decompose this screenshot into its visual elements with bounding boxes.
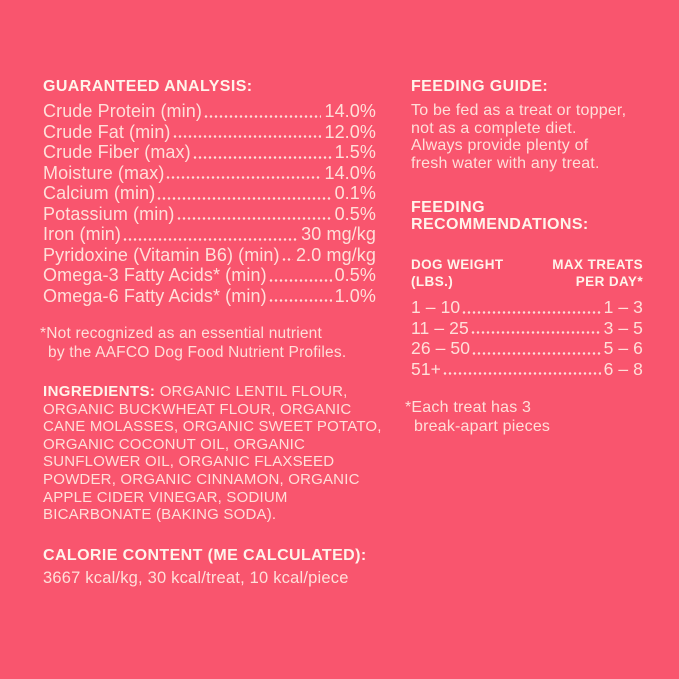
treats-range: 1 – 3 [603, 297, 643, 317]
feeding-guide-line: not as a complete diet. [411, 119, 577, 137]
dot-leader [471, 331, 601, 334]
analysis-label: Omega-3 Fatty Acids* (min) [43, 265, 267, 285]
treats-range: 5 – 6 [603, 338, 643, 358]
feeding-table-row [411, 318, 643, 339]
guaranteed-analysis-section [40, 78, 391, 362]
max-treats-header-line: MAX TREATS [552, 257, 643, 272]
weight-range: 26 – 50 [411, 338, 471, 358]
analysis-row [43, 265, 376, 286]
dog-weight-header-line: DOG WEIGHT [411, 257, 504, 272]
feeding-recommendations-title-line: FEEDING [411, 199, 485, 216]
dot-leader [269, 299, 332, 302]
analysis-row [43, 183, 376, 204]
analysis-label: Crude Fat (min) [43, 121, 171, 142]
weight-range: 1 – 10 [411, 297, 461, 317]
max-treats-header [552, 257, 643, 290]
dot-leader [166, 176, 321, 179]
feeding-recommendations-section [405, 199, 643, 436]
guaranteed-analysis-title: GUARANTEED ANALYSIS: [43, 78, 253, 95]
analysis-value: 12.0% [324, 121, 376, 142]
dot-leader [123, 238, 298, 241]
feeding-guide-text [411, 102, 643, 172]
dot-leader [269, 279, 332, 282]
break-apart-footnote [405, 399, 643, 436]
analysis-value: 0.1% [334, 183, 376, 203]
analysis-label: Omega-6 Fatty Acids* (min) [43, 285, 267, 306]
analysis-label: Crude Protein (min) [43, 101, 202, 121]
right-column [405, 78, 643, 436]
analysis-value: 14.0% [324, 101, 376, 121]
weight-range: 51+ [411, 358, 441, 379]
left-column [40, 78, 391, 588]
feeding-table-rows [411, 297, 643, 379]
analysis-label: Crude Fiber (max) [43, 142, 191, 162]
feeding-guide-line: Always provide plenty of [411, 137, 589, 154]
analysis-row [43, 101, 376, 122]
break-apart-footnote-line: *Each treat has 3 [405, 399, 532, 416]
ingredients-section [43, 383, 391, 524]
dog-weight-header-line: (LBS.) [411, 273, 454, 289]
feeding-table-row [411, 359, 643, 380]
dot-leader [193, 156, 332, 159]
analysis-row [43, 286, 376, 307]
dot-leader [462, 311, 600, 314]
analysis-row [43, 142, 376, 163]
dog-weight-header [411, 257, 504, 290]
ingredients-list: ORGANIC LENTIL FLOUR, ORGANIC BUCKWHEAT FLOUR, ORGANIC CANE MOLASSES, ORGANIC SWEET POTATO, ORGANIC COCONUT OIL, ORGANIC SUNFLOWER OIL, ORGANIC FLAXSEED POWDER, ORGANIC CINNAMON, ORGANIC APPLE CIDER VINEGAR, SODIUM BICARBONATE (BAKING SODA). [43, 383, 382, 524]
feeding-table-row [411, 338, 643, 359]
dot-leader [173, 135, 322, 138]
feeding-guide-line: fresh water with any treat. [411, 154, 600, 172]
feeding-recommendations-title [411, 199, 643, 233]
ingredients-title: INGREDIENTS: [43, 383, 156, 400]
analysis-value: 0.5% [334, 203, 376, 224]
feeding-table-header [411, 257, 643, 290]
dot-leader [157, 197, 331, 200]
analysis-value: 14.0% [324, 162, 376, 183]
analysis-value: 1.0% [334, 285, 376, 306]
analysis-row [43, 204, 376, 225]
aafco-footnote [40, 324, 391, 362]
dot-leader [177, 217, 332, 220]
feeding-guide-title: FEEDING GUIDE: [411, 78, 549, 95]
ingredients-text [43, 383, 391, 524]
aafco-footnote-line: *Not recognized as an essential nutrient [40, 325, 322, 342]
analysis-label: Calcium (min) [43, 183, 156, 203]
calorie-content-section [43, 547, 391, 588]
aafco-footnote-line: by the AAFCO Dog Food Nutrient Profiles. [48, 344, 347, 361]
feeding-guide-line: To be fed as a treat or topper, [411, 102, 627, 119]
calorie-content-values: 3667 kcal/kg, 30 kcal/treat, 10 kcal/piece [43, 568, 349, 587]
dot-leader [472, 352, 600, 355]
analysis-label: Potassium (min) [43, 203, 175, 224]
feeding-table-row [411, 297, 643, 318]
analysis-value: 1.5% [334, 142, 376, 162]
feeding-recommendations-title-line: RECOMMENDATIONS: [411, 216, 589, 233]
analysis-label: Pyridoxine (Vitamin B6) (min) [43, 244, 280, 265]
dot-leader [204, 115, 322, 118]
calorie-content-title: CALORIE CONTENT (ME CALCULATED): [43, 546, 367, 564]
guaranteed-analysis-rows [43, 101, 376, 306]
feeding-guide-section [411, 78, 643, 172]
dot-leader [443, 372, 601, 375]
analysis-value: 2.0 mg/kg [296, 244, 376, 265]
analysis-row [43, 163, 376, 184]
analysis-row [43, 245, 376, 266]
analysis-row [43, 224, 376, 245]
analysis-label: Iron (min) [43, 224, 122, 244]
analysis-value: 30 mg/kg [301, 224, 376, 244]
analysis-row [43, 122, 376, 143]
treats-range: 3 – 5 [603, 317, 643, 338]
treats-range: 6 – 8 [603, 358, 643, 379]
break-apart-footnote-line: break-apart pieces [414, 417, 551, 435]
feeding-table [411, 257, 643, 379]
analysis-value: 0.5% [334, 265, 376, 285]
weight-range: 11 – 25 [411, 317, 469, 338]
dot-leader [282, 258, 293, 261]
analysis-label: Moisture (max) [43, 162, 165, 183]
max-treats-header-line: PER DAY* [575, 273, 643, 289]
